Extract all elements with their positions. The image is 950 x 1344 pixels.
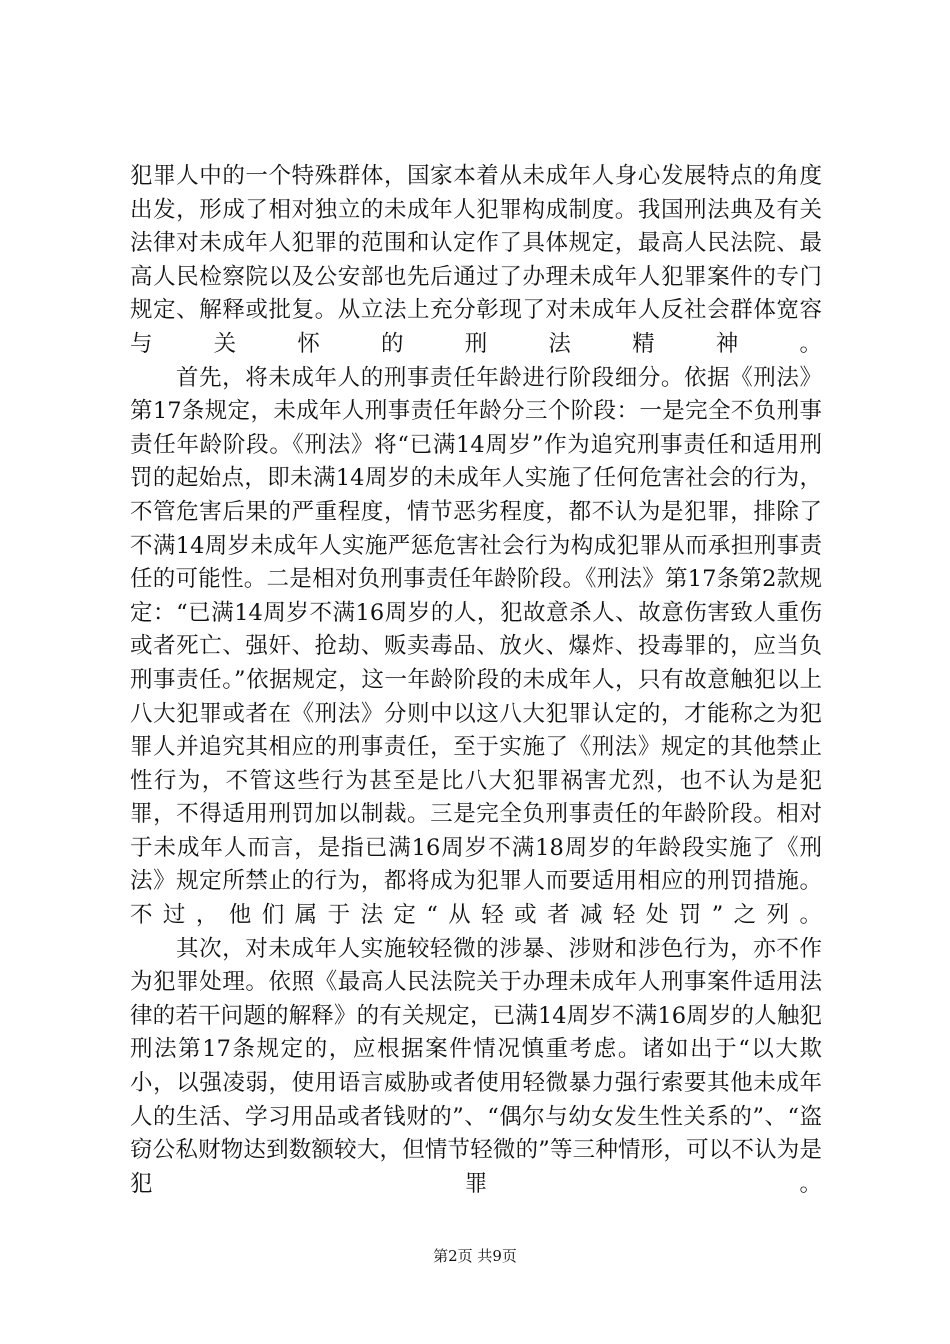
document-body [130,160,822,1201]
page-footer: 第2页 共9页 [433,1247,517,1265]
paragraph-3: 其次，对未成年人实施较轻微的涉暴、涉财和涉色行为，亦不作为犯罪处理。依照《最高人民法院关于办理未成年人刑事案件适用法律的若干问题的解释》的有关规定，已满14周岁不满16周岁的人触犯刑法第17条规定的，应根据案件情况慎重考虑。诸如出于“以大欺小，以强凌弱，使用语言威胁或者使用轻微暴力强行索要其他未成年人的生活、学习用品或者钱财的”、“偶尔与幼女发生性关系的”、“盗窃公私财物达到数额较大，但情节轻微的”等三种情形，可以不认为是犯罪。 [130,935,822,1197]
paragraph-2: 首先，将未成年人的刑事责任年龄进行阶段细分。依据《刑法》第17条规定，未成年人刑事责任年龄分三个阶段：一是完全不负刑事责任年龄阶段。《刑法》将“已满14周岁”作为追究刑事责任和适用刑罚的起始点，即未满14周岁的未成年人实施了任何危害社会的行为，不管危害后果的严重程度，情节恶劣程度，都不认为是犯罪，排除了不满14周岁未成年人实施严惩危害社会行为构成犯罪从而承担刑事责任的可能性。二是相对负刑事责任年龄阶段。《刑法》第17条第2款规定：“已满14周岁不满16周岁的人，犯故意杀人、故意伤害致人重伤或者死亡、强奸、抢劫、贩卖毒品、放火、爆炸、投毒罪的，应当负刑事责任。”依据规定，这一年龄阶段的未成年人，只有故意触犯以上八大犯罪或者在《刑法》分则中以这八大犯罪认定的，才能称之为犯罪人并追究其相应的刑事责任，至于实施了《刑法》规定的其他禁止性行为，不管这些行为甚至是比八大犯罪祸害尤烈，也不认为是犯罪，不得适用刑罚加以制裁。三是完全负刑事责任的年龄阶段。相对于未成年人而言，是指已满16周岁不满18周岁的年龄段实施了《刑法》规定所禁止的行为，都将成为犯罪人而要适用相应的刑罚措施。不过，他们属于法定“从轻或者减轻处罚”之列。 [130,364,822,929]
paragraph-1: 犯罪人中的一个特殊群体，国家本着从未成年人身心发展特点的角度出发，形成了相对独立的未成年人犯罪构成制度。我国刑法典及有关法律对未成年人犯罪的范围和认定作了具体规定，最高人民法院、最高人民检察院以及公安部也先后通过了办理未成年人犯罪案件的专门规定、解释或批复。从立法上充分彰现了对未成年人反社会群体宽容与关怀的刑法精神。 [130,163,822,357]
